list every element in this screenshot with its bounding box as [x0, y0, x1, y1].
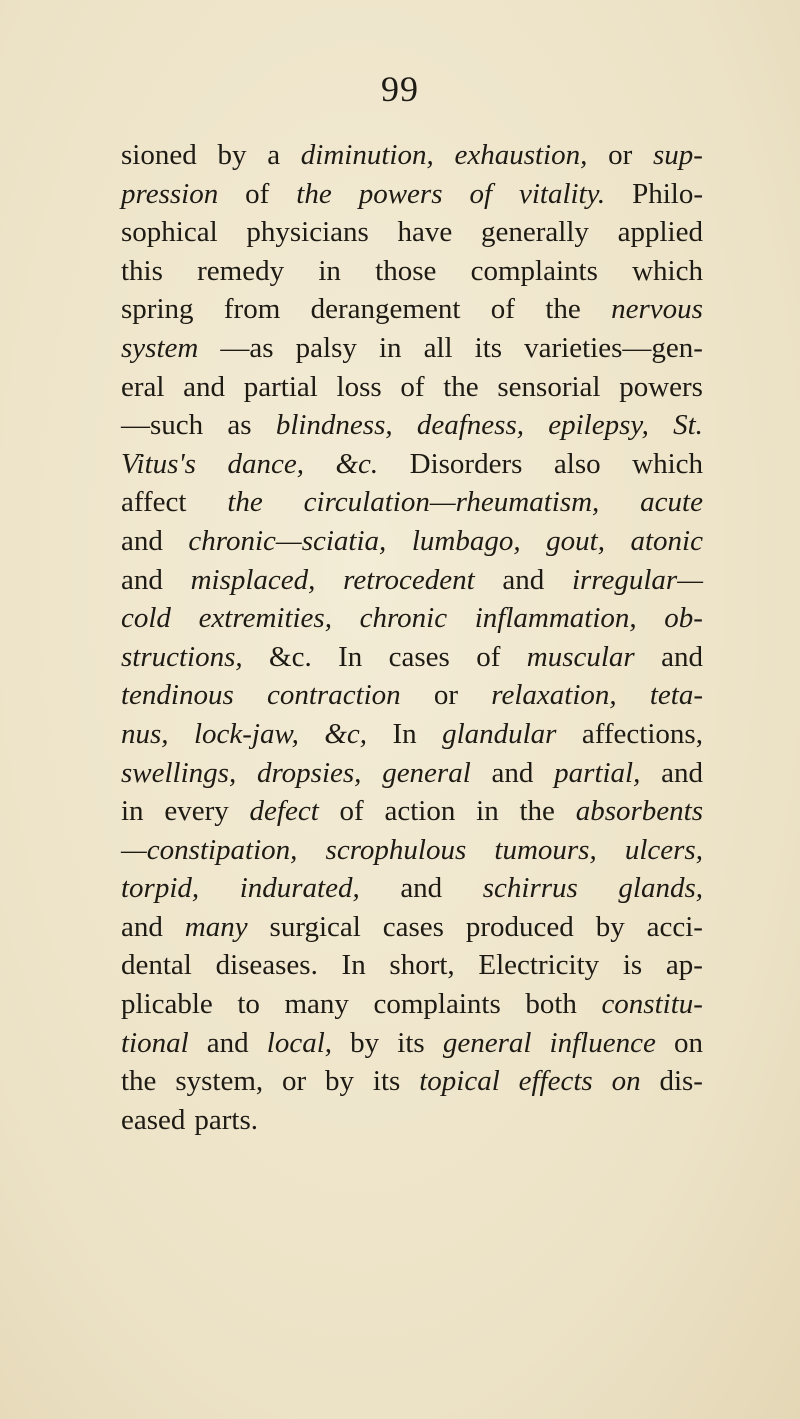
text-line: [121, 946, 703, 985]
word: its: [397, 1026, 425, 1059]
word: tendinous: [121, 679, 234, 712]
word: loss: [336, 370, 382, 403]
word: sensorial: [497, 370, 601, 403]
text-line: [121, 715, 703, 754]
word: complaints: [373, 988, 501, 1021]
word: many: [284, 988, 349, 1021]
word: ob-: [664, 602, 703, 635]
text-line: [121, 754, 703, 793]
word: dropsies,: [256, 756, 362, 789]
word: of: [400, 370, 425, 403]
word: by: [350, 1026, 380, 1059]
word: short,: [389, 949, 455, 982]
word: the: [545, 293, 581, 326]
word: and: [502, 563, 545, 596]
word: every: [164, 795, 229, 828]
word: in: [121, 795, 144, 828]
word: —constipation,: [121, 833, 298, 866]
word: its: [474, 331, 503, 364]
word: &c.: [269, 640, 312, 673]
word: spring: [121, 293, 194, 326]
word: effects: [518, 1065, 593, 1098]
word: swellings,: [121, 756, 237, 789]
word: many: [184, 910, 248, 943]
text-line: [121, 1062, 703, 1101]
word: In: [341, 949, 366, 982]
word: or: [608, 139, 633, 171]
word: have: [397, 216, 453, 249]
word: to: [237, 988, 260, 1021]
text-line: [121, 869, 703, 908]
word: of: [476, 640, 501, 673]
text-line: [121, 599, 703, 638]
word: nus,: [121, 717, 169, 750]
word: ap-: [665, 949, 703, 982]
word: atonic: [630, 524, 703, 557]
text-line: [121, 406, 703, 445]
word: powers: [358, 177, 443, 210]
word: Philo-: [632, 177, 703, 210]
word: the: [227, 486, 263, 519]
word: general: [442, 1026, 532, 1059]
word: teta-: [649, 679, 703, 712]
word: surgical: [269, 910, 361, 943]
word: indurated,: [239, 872, 360, 905]
word: its: [372, 1065, 401, 1098]
word: defect: [249, 795, 319, 828]
word: partial: [243, 370, 318, 403]
word: circulation—rheumatism,: [303, 486, 600, 519]
word: in: [318, 254, 341, 287]
word: remedy: [197, 254, 285, 287]
word: chronic: [359, 602, 448, 635]
word: or: [282, 1065, 307, 1098]
word: exhaustion,: [454, 139, 588, 171]
word: In: [338, 640, 363, 673]
word: which: [632, 447, 703, 480]
word: by: [325, 1065, 355, 1098]
text-line: [121, 1024, 703, 1063]
word: contraction: [266, 679, 401, 712]
word: structions,: [121, 640, 243, 673]
word: glands,: [618, 872, 703, 905]
word: from: [223, 293, 281, 326]
word: Electricity: [478, 949, 600, 982]
word: system: [121, 331, 199, 364]
text-line: [121, 136, 703, 175]
word: as: [227, 409, 252, 442]
word: applied: [617, 216, 703, 249]
text-line: [121, 329, 703, 368]
text-line: [121, 831, 703, 870]
word: also: [553, 447, 601, 480]
word: constitu-: [601, 988, 703, 1021]
word: eased: [121, 1103, 186, 1136]
word: —as: [220, 331, 274, 364]
word: schirrus: [482, 872, 578, 905]
word: by: [217, 139, 247, 171]
text-line: [121, 1101, 703, 1140]
word: and: [183, 370, 226, 403]
word: and: [661, 640, 703, 673]
word: derangement: [310, 293, 461, 326]
word: sup-: [653, 139, 703, 171]
word: which: [632, 254, 703, 287]
word: the: [296, 177, 332, 210]
text-line: [121, 252, 703, 291]
word: cases: [388, 640, 450, 673]
word: and: [121, 524, 163, 557]
word: scrophulous: [325, 833, 467, 866]
word: Disorders: [409, 447, 523, 480]
word: absorbents: [575, 795, 703, 828]
word: those: [375, 254, 437, 287]
word: or: [433, 679, 459, 712]
word: and: [491, 756, 534, 789]
word: plicable: [121, 988, 213, 1021]
text-line: [121, 522, 703, 561]
text-line: [121, 561, 703, 600]
word: relaxation,: [491, 679, 617, 712]
word: influence: [549, 1026, 656, 1059]
word: affect: [121, 486, 187, 519]
text-line: [121, 445, 703, 484]
word: tumours,: [494, 833, 597, 866]
word: inflammation,: [474, 602, 637, 635]
page-number: 99: [381, 69, 419, 109]
word: powers: [619, 370, 703, 403]
body-text: [121, 136, 703, 1139]
word: dance,: [227, 447, 304, 480]
word: ulcers,: [624, 833, 703, 866]
word: a: [267, 139, 281, 171]
word: in: [378, 331, 402, 364]
text-line: [121, 638, 703, 677]
word: lumbago,: [411, 524, 521, 557]
word: and: [206, 1026, 249, 1059]
word: diseases.: [215, 949, 318, 982]
word: &c.: [335, 447, 379, 480]
word: complaints: [470, 254, 598, 287]
word: gout,: [546, 524, 605, 557]
word: misplaced,: [190, 563, 316, 596]
word: irregular—: [571, 563, 703, 596]
word: physicians: [246, 216, 369, 249]
word: blindness,: [275, 409, 393, 442]
word: on: [611, 1065, 641, 1098]
text-line: [121, 985, 703, 1024]
word: deafness,: [416, 409, 524, 442]
word: lock-jaw,: [193, 717, 299, 750]
word: is: [622, 949, 643, 982]
word: parts.: [194, 1103, 259, 1136]
word: dental: [121, 949, 192, 982]
text-line: [121, 290, 703, 329]
word: epilepsy,: [548, 409, 649, 442]
text-line: [121, 908, 703, 947]
word: glandular: [442, 717, 557, 750]
word: on: [673, 1026, 703, 1059]
word: topical: [419, 1065, 500, 1098]
word: partial,: [554, 756, 641, 789]
word: pression: [121, 177, 219, 210]
word: palsy: [295, 331, 357, 364]
word: Vitus's: [121, 447, 196, 480]
word: of: [339, 795, 364, 828]
word: cases: [382, 910, 444, 943]
word: by: [595, 910, 625, 943]
text-line: [121, 368, 703, 407]
word: nervous: [611, 293, 703, 326]
word: retrocedent: [343, 563, 475, 596]
text-line: [121, 792, 703, 831]
word: torpid,: [121, 872, 200, 905]
word: system,: [175, 1065, 264, 1098]
word: of: [469, 177, 492, 210]
word: the: [443, 370, 479, 403]
word: St.: [673, 409, 703, 442]
word: extremities,: [198, 602, 332, 635]
word: cold: [121, 602, 171, 635]
word: sophical: [121, 216, 218, 249]
word: —such: [121, 409, 204, 442]
word: vitality.: [518, 177, 606, 210]
text-line: [121, 175, 703, 214]
word: both: [525, 988, 577, 1021]
word: sioned: [121, 139, 197, 171]
word: local,: [266, 1026, 333, 1059]
word: all: [423, 331, 453, 364]
word: and: [661, 756, 703, 789]
word: this: [121, 254, 163, 287]
word: produced: [465, 910, 574, 943]
word: generally: [481, 216, 589, 249]
word: in: [476, 795, 499, 828]
word: and: [121, 910, 163, 943]
word: dis-: [659, 1065, 703, 1098]
word: general: [382, 756, 471, 789]
word: action: [384, 795, 456, 828]
word: of: [490, 293, 515, 326]
word: tional: [121, 1026, 189, 1059]
word: the: [121, 1065, 157, 1098]
word: &c,: [324, 717, 368, 750]
word: and: [400, 872, 443, 905]
word: and: [121, 563, 163, 596]
word: acute: [640, 486, 703, 519]
word: varieties—gen-: [524, 331, 703, 364]
word: muscular: [526, 640, 635, 673]
word: affections,: [581, 717, 703, 750]
word: In: [392, 717, 417, 750]
text-line: [121, 213, 703, 252]
text-line: [121, 676, 703, 715]
word: acci-: [646, 910, 703, 943]
word: diminution,: [300, 139, 434, 171]
text-line: [121, 483, 703, 522]
word: the: [519, 795, 555, 828]
word: of: [245, 177, 270, 210]
word: chronic—sciatia,: [188, 524, 387, 557]
word: eral: [121, 370, 165, 403]
